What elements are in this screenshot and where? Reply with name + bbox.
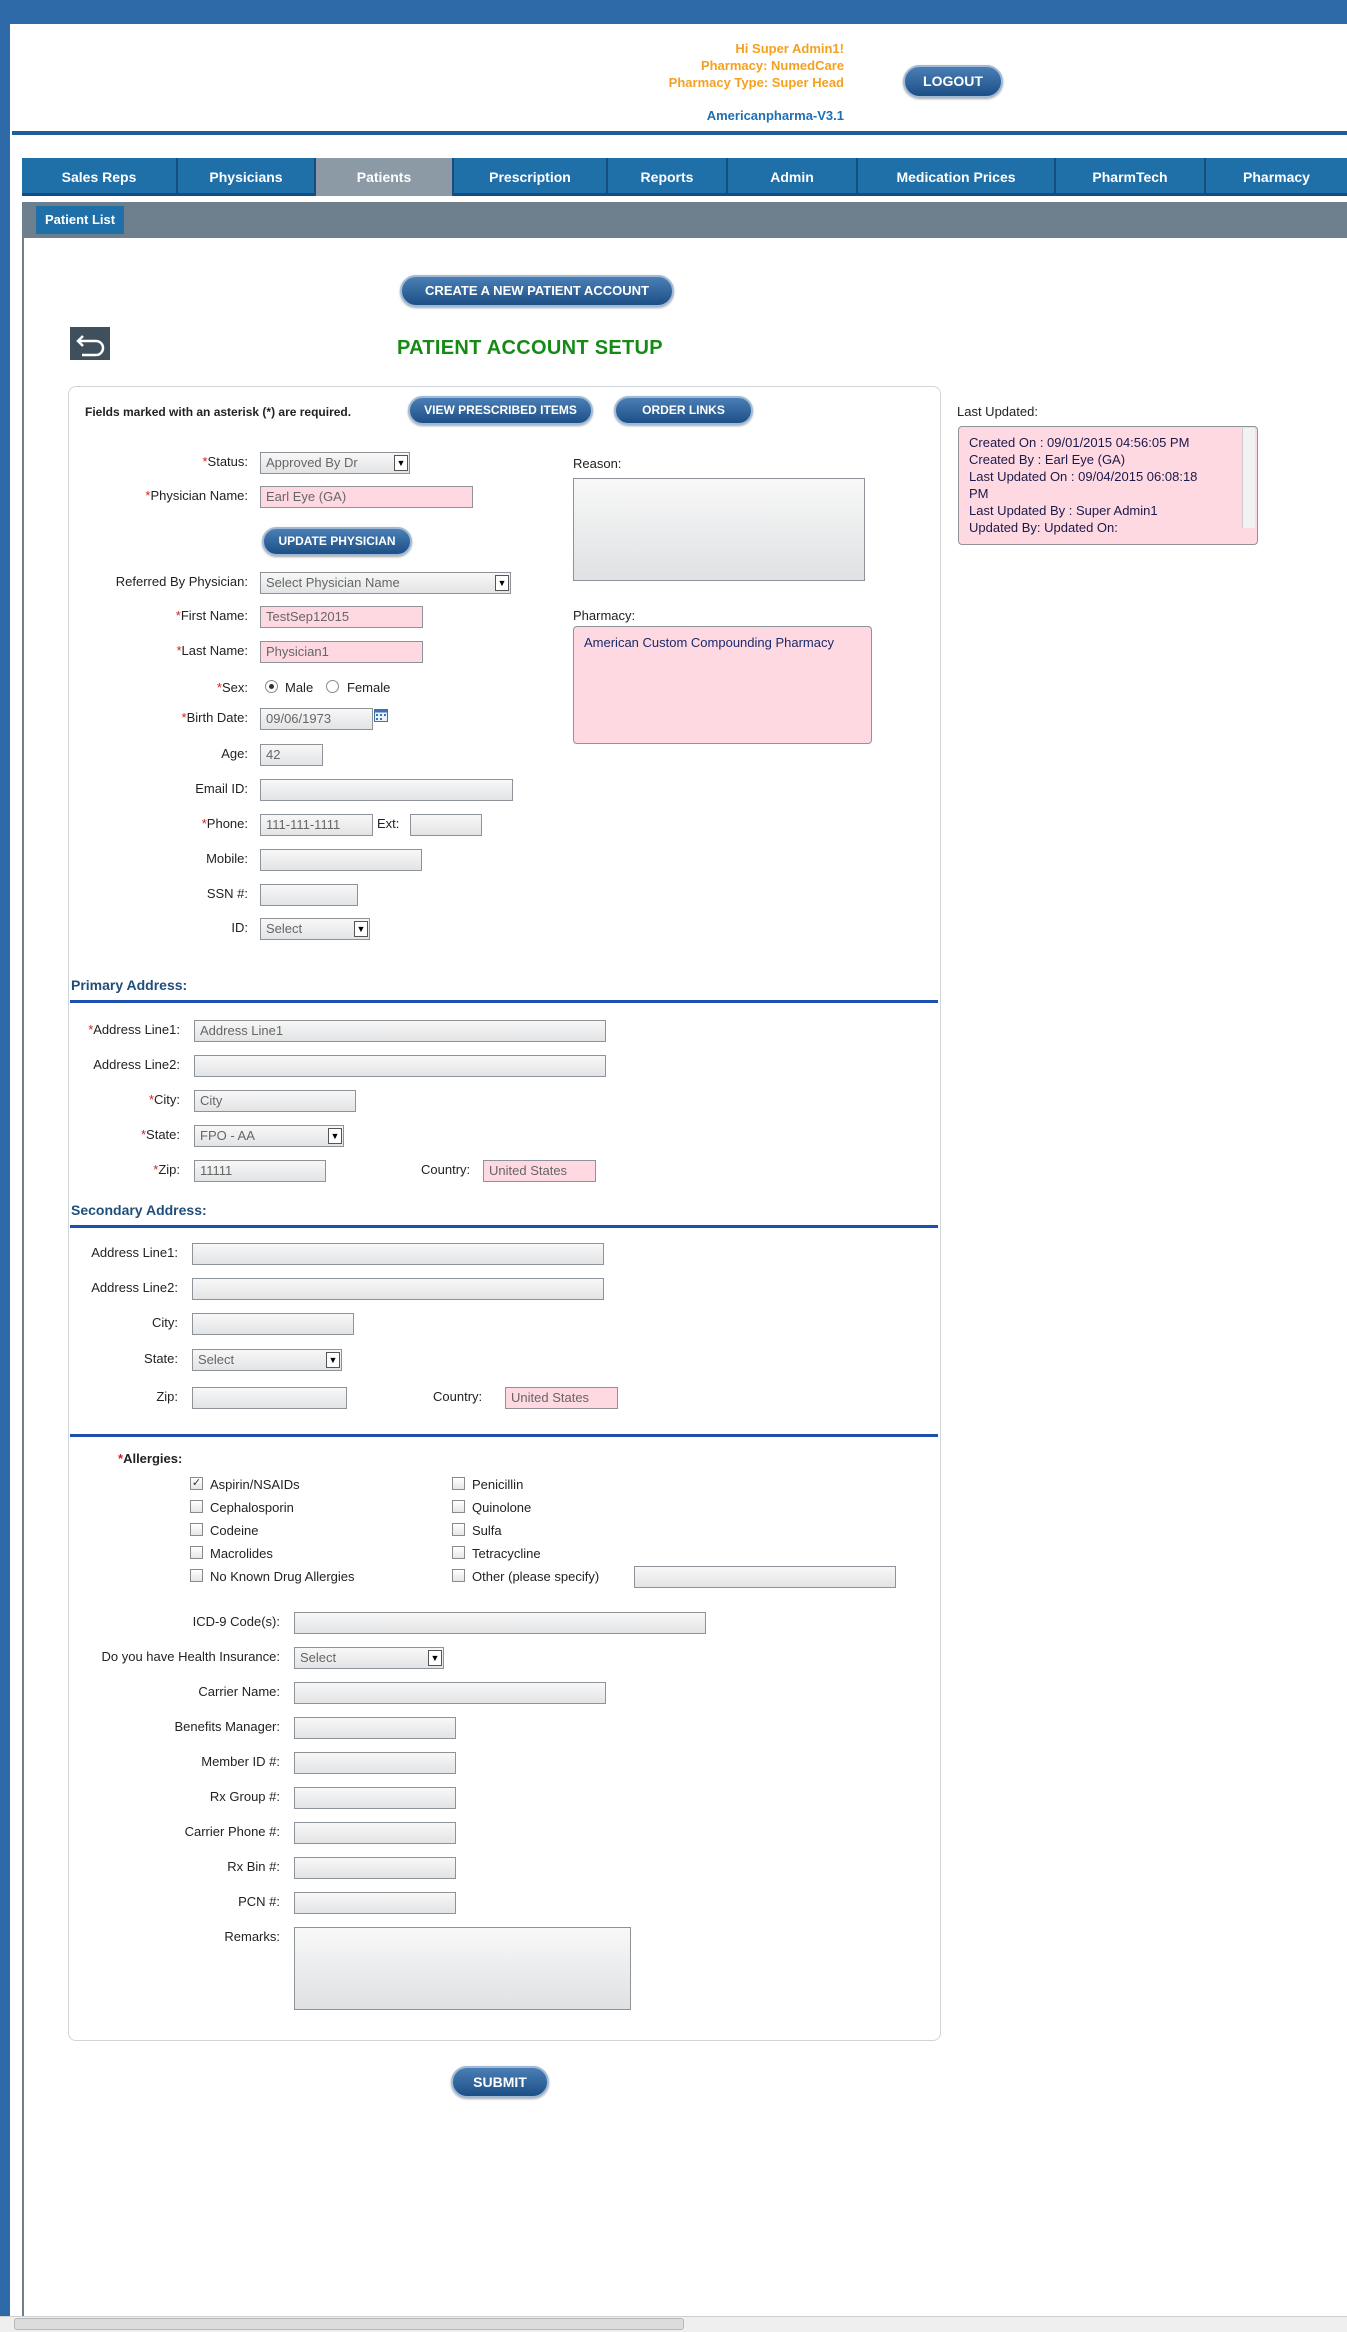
allergies-label: *Allergies: (118, 1451, 183, 1466)
primary-zip-field[interactable]: 11111 (194, 1160, 326, 1182)
mobile-label: Mobile: (206, 851, 248, 866)
physician-name-label: *Physician Name: (145, 488, 248, 503)
top-bar (0, 0, 1347, 24)
benefits-manager-field[interactable] (294, 1717, 456, 1739)
carrier-phone-label: Carrier Phone #: (184, 1824, 280, 1839)
back-button[interactable] (70, 327, 110, 360)
aspirin-checkbox[interactable]: ✓ (191, 1477, 202, 1489)
status-label: *Status: (202, 454, 248, 469)
secondary-zip-field[interactable] (192, 1387, 347, 1409)
penicillin-label: Penicillin (472, 1477, 524, 1492)
rx-group-label: Rx Group #: (209, 1789, 280, 1804)
secondary-address-title: Secondary Address: (71, 1202, 207, 1218)
member-id-label: Member ID #: (201, 1754, 280, 1769)
last-updated-on: Last Updated On : 09/04/2015 06:08:18 (969, 469, 1198, 484)
health-insurance-select[interactable]: Select ▼ (294, 1647, 444, 1669)
updated-by: Updated By: Updated On: (969, 520, 1118, 535)
pharmacy-name: Pharmacy: NumedCare (700, 58, 844, 73)
user-info (560, 40, 844, 91)
phone-label: *Phone: (201, 816, 248, 831)
primary-line1-label: *Address Line1: (88, 1022, 180, 1037)
codeine-label: Codeine (210, 1523, 259, 1538)
primary-country-field[interactable]: United States (483, 1160, 596, 1182)
ssn-field[interactable] (260, 884, 358, 906)
status-select[interactable]: Approved By Dr ▼ (260, 452, 410, 474)
greeting: Hi Super Admin1! (735, 41, 844, 56)
first-name-field[interactable]: TestSep12015 (260, 606, 423, 628)
logout-button[interactable]: LOGOUT (903, 65, 1003, 98)
primary-line2-label: Address Line2: (93, 1057, 180, 1072)
primary-country-label: Country: (421, 1162, 471, 1177)
other-allergy-field[interactable] (634, 1566, 896, 1588)
email-label: Email ID: (195, 781, 248, 796)
required-note: Fields marked with an asterisk (*) are required. (85, 405, 352, 419)
rx-group-field[interactable] (294, 1787, 456, 1809)
tab-medication-prices[interactable]: Medication Prices (858, 158, 1056, 196)
chevron-down-icon: ▼ (326, 1352, 340, 1368)
penicillin-checkbox[interactable] (452, 1477, 465, 1490)
secondary-country-label: Country: (433, 1389, 483, 1404)
referred-physician-label: Referred By Physician: (115, 574, 248, 589)
remarks-textarea[interactable] (294, 1927, 631, 2010)
sulfa-checkbox[interactable] (452, 1523, 465, 1536)
content-border (22, 238, 24, 2318)
macrolides-label: Macrolides (210, 1546, 273, 1561)
tetracycline-checkbox[interactable] (452, 1546, 465, 1559)
referred-physician-select[interactable]: Select Physician Name ▼ (260, 572, 511, 594)
primary-address-title: Primary Address: (71, 977, 188, 993)
health-insurance-label: Do you have Health Insurance: (101, 1649, 280, 1664)
sub-nav (22, 202, 1347, 238)
secondary-line2-field[interactable] (192, 1278, 604, 1300)
rx-bin-label: Rx Bin #: (227, 1859, 280, 1874)
primary-state-label: *State: (140, 1127, 180, 1142)
phone-field[interactable]: 111-111-1111 (260, 814, 373, 836)
mobile-field[interactable] (260, 849, 422, 871)
allergies-divider (70, 1434, 938, 1437)
rx-bin-field[interactable] (294, 1857, 456, 1879)
pharmacy-label: Pharmacy: (573, 608, 636, 623)
sex-female-radio[interactable] (326, 680, 339, 693)
secondary-zip-label: Zip: (156, 1389, 178, 1404)
sex-male-label: Male (285, 680, 314, 695)
chevron-down-icon: ▼ (328, 1128, 342, 1144)
birth-date-field[interactable]: 09/06/1973 (260, 708, 373, 730)
ext-field[interactable] (410, 814, 482, 836)
left-bar (0, 24, 10, 2324)
no-known-allergies-checkbox[interactable] (190, 1569, 203, 1582)
chevron-down-icon: ▼ (354, 921, 368, 937)
tab-reports[interactable]: Reports (608, 158, 728, 196)
carrier-phone-field[interactable] (294, 1822, 456, 1844)
reason-label: Reason: (573, 456, 622, 471)
chevron-down-icon: ▼ (394, 455, 408, 471)
icd-label: ICD-9 Code(s): (192, 1614, 280, 1629)
sex-female-label: Female (347, 680, 391, 695)
last-updated-label: Last Updated: (957, 404, 1038, 419)
primary-line2-field[interactable] (194, 1055, 606, 1077)
created-on: Created On : 09/01/2015 04:56:05 PM (969, 435, 1190, 450)
secondary-line2-label: Address Line2: (91, 1280, 178, 1295)
aspirin-label: Aspirin/NSAIDs (210, 1477, 300, 1492)
page-title: PATIENT ACCOUNT SETUP (397, 337, 663, 359)
carrier-name-label: Carrier Name: (198, 1684, 280, 1699)
member-id-field[interactable] (294, 1752, 456, 1774)
main-nav (22, 158, 1347, 196)
id-label: ID: (231, 920, 248, 935)
pcn-field[interactable] (294, 1892, 456, 1914)
calendar-icon[interactable] (374, 708, 388, 722)
sulfa-label: Sulfa (472, 1523, 502, 1538)
carrier-name-field[interactable] (294, 1682, 606, 1704)
age-label: Age: (221, 746, 248, 761)
primary-address-divider (70, 1000, 938, 1003)
view-prescribed-items-button[interactable]: VIEW PRESCRIBED ITEMS (408, 396, 593, 425)
other-allergy-checkbox[interactable] (452, 1569, 465, 1582)
create-patient-button[interactable]: CREATE A NEW PATIENT ACCOUNT (400, 275, 674, 307)
other-allergy-label: Other (please specify) (472, 1569, 600, 1584)
secondary-country-field[interactable]: United States (505, 1387, 618, 1409)
order-links-button[interactable]: ORDER LINKS (614, 396, 753, 425)
tab-physicians[interactable]: Physicians (178, 158, 316, 196)
last-updated-box[interactable] (958, 426, 1258, 545)
header-divider (12, 131, 1347, 135)
primary-state-select[interactable]: FPO - AA ▼ (194, 1125, 344, 1147)
tab-prescription[interactable]: Prescription (454, 158, 608, 196)
primary-line1-field[interactable]: Address Line1 (194, 1020, 606, 1042)
secondary-state-select[interactable]: Select ▼ (192, 1349, 342, 1371)
sex-label: *Sex: (216, 680, 248, 695)
tab-sales-reps[interactable]: Sales Reps (22, 158, 178, 196)
icd-field[interactable] (294, 1612, 706, 1634)
tab-patients[interactable]: Patients (316, 158, 454, 196)
last-name-label: *Last Name: (176, 643, 248, 658)
tab-pharmacy[interactable]: Pharmacy (1243, 169, 1310, 185)
secondary-state-label: State: (144, 1351, 178, 1366)
last-updated-on-cont: PM (969, 486, 989, 501)
secondary-line1-label: Address Line1: (91, 1245, 178, 1260)
first-name-label: *First Name: (175, 608, 248, 623)
quinolone-label: Quinolone (472, 1500, 532, 1515)
pcn-label: PCN #: (238, 1894, 280, 1909)
codeine-checkbox[interactable] (190, 1523, 203, 1536)
secondary-line1-field[interactable] (192, 1243, 604, 1265)
chevron-down-icon: ▼ (428, 1650, 442, 1666)
last-updated-by: Last Updated By : Super Admin1 (969, 503, 1158, 518)
primary-city-label: *City: (148, 1092, 180, 1107)
secondary-city-field[interactable] (192, 1313, 354, 1335)
ext-label: Ext: (377, 816, 400, 831)
id-select[interactable]: Select ▼ (260, 918, 370, 940)
primary-city-field[interactable]: City (194, 1090, 356, 1112)
email-field[interactable] (260, 779, 513, 801)
secondary-city-label: City: (152, 1315, 178, 1330)
last-updated-scrollbar[interactable] (1242, 428, 1255, 528)
age-field[interactable]: 42 (260, 744, 323, 766)
quinolone-checkbox[interactable] (452, 1500, 465, 1513)
secondary-address-divider (70, 1225, 938, 1228)
cephalosporin-checkbox[interactable] (190, 1500, 203, 1513)
sex-male-radio[interactable] (265, 680, 278, 693)
created-by: Created By : Earl Eye (GA) (969, 452, 1126, 467)
tab-pharmtech[interactable]: PharmTech (1056, 158, 1206, 196)
back-arrow-icon (70, 327, 110, 360)
ssn-label: SSN #: (206, 886, 248, 901)
physician-name-field[interactable]: Earl Eye (GA) (260, 486, 473, 508)
submit-button[interactable]: SUBMIT (451, 2066, 549, 2098)
subnav-patient-list[interactable]: Patient List (36, 206, 124, 234)
chevron-down-icon: ▼ (495, 575, 509, 591)
remarks-label: Remarks: (224, 1929, 280, 1944)
pharmacy-field[interactable]: American Custom Compounding Pharmacy (573, 626, 872, 744)
macrolides-checkbox[interactable] (190, 1546, 203, 1559)
no-known-allergies-label: No Known Drug Allergies (210, 1569, 355, 1584)
benefits-manager-label: Benefits Manager: (174, 1719, 280, 1734)
birth-date-label: *Birth Date: (181, 710, 248, 725)
cephalosporin-label: Cephalosporin (210, 1500, 294, 1515)
version-label: Americanpharma-V3.1 (706, 108, 844, 123)
tab-admin[interactable]: Admin (728, 158, 858, 196)
pharmacy-type: Pharmacy Type: Super Head (668, 75, 844, 90)
primary-zip-label: *Zip: (153, 1162, 180, 1177)
update-physician-button[interactable]: UPDATE PHYSICIAN (262, 527, 412, 556)
horizontal-scroll-thumb[interactable] (14, 2318, 684, 2330)
reason-textarea[interactable] (573, 478, 865, 581)
last-name-field[interactable]: Physician1 (260, 641, 423, 663)
tetracycline-label: Tetracycline (472, 1546, 541, 1561)
